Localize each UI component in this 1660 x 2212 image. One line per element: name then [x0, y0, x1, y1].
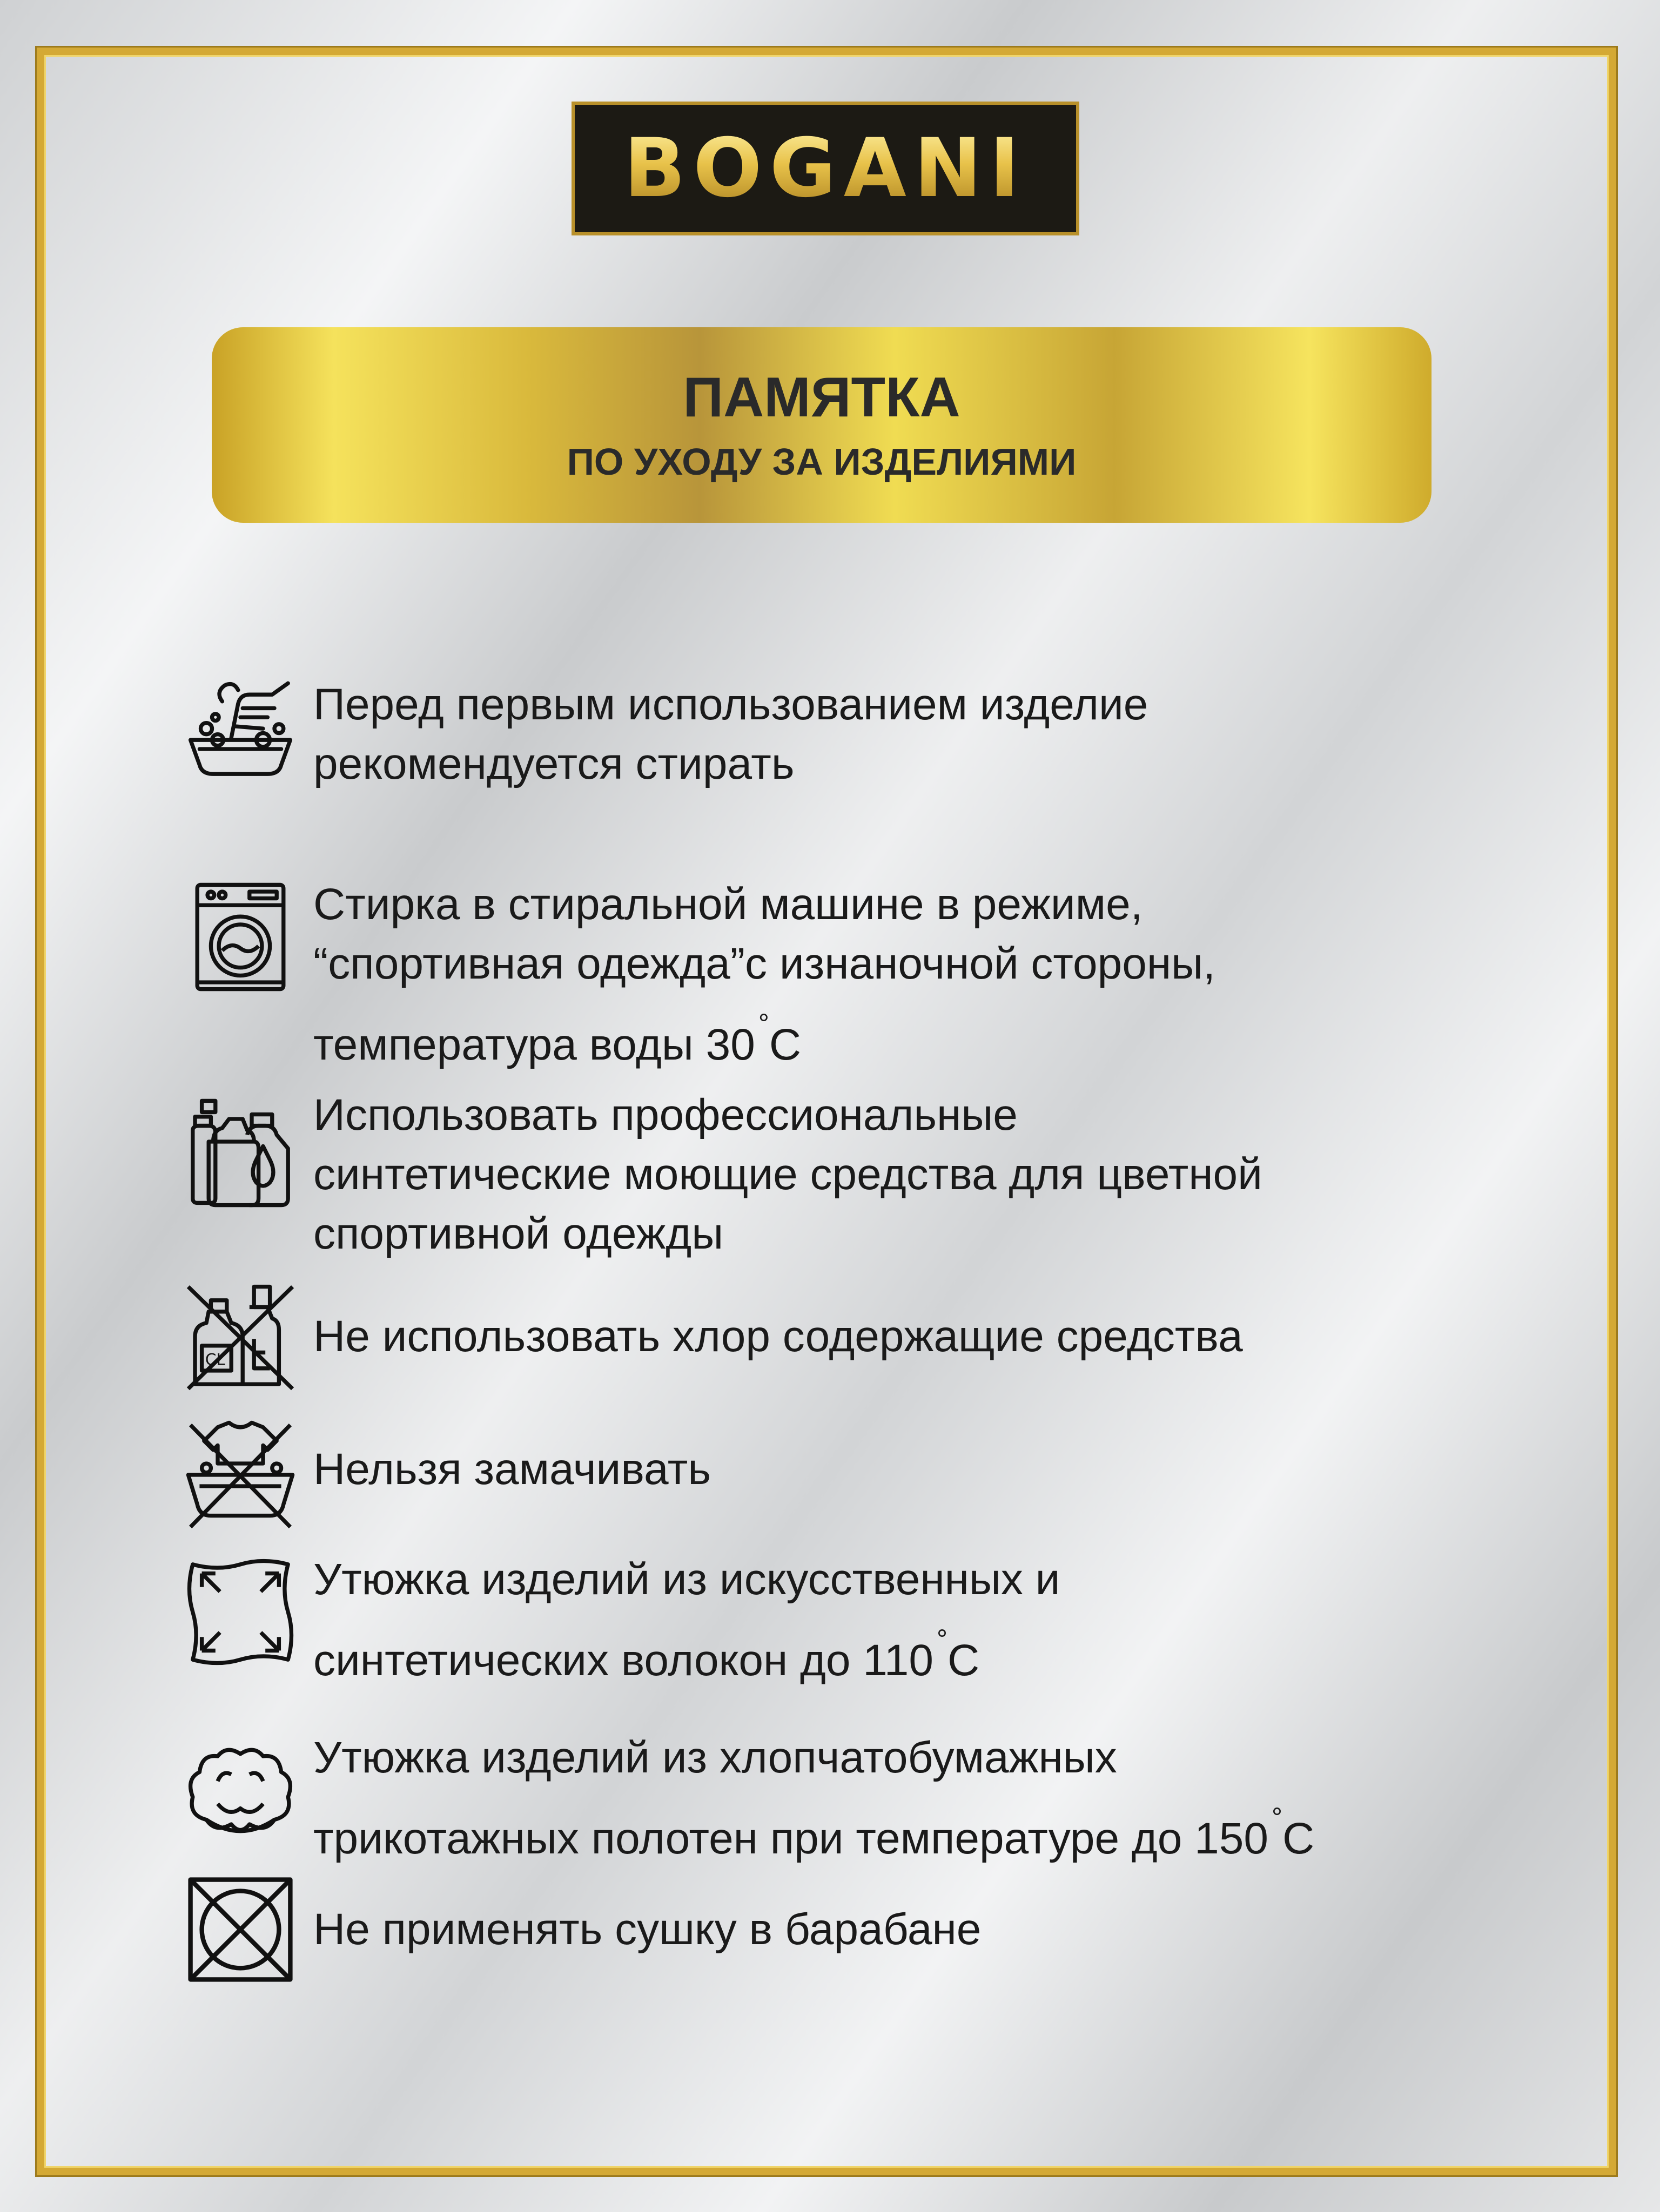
hand-wash-icon [184, 670, 297, 783]
no-tumble-dry-icon [184, 1873, 297, 1986]
degree-sign: ° [1271, 1802, 1282, 1832]
care-text-line: Нельзя замачивать [313, 1445, 711, 1494]
cotton-icon [184, 1734, 297, 1847]
care-text-line: “спортивная одежда”с изнаночной стороны, [313, 939, 1215, 988]
care-text-line: Стирка в стиральной машине в режиме, [313, 880, 1143, 929]
svg-text:CL: CL [205, 1350, 225, 1369]
synthetic-fabric-icon [184, 1555, 297, 1669]
no-chlorine-icon [184, 1280, 297, 1393]
temperature-unit: C [769, 1020, 802, 1069]
care-text-line: трикотажных полотен при температуре до 150 [313, 1814, 1268, 1863]
brand-name: BOGANI [623, 122, 1027, 215]
brand-logo [572, 102, 1079, 235]
no-soak-icon [184, 1418, 297, 1532]
care-text-line: Утюжка изделий из искусственных и [313, 1555, 1060, 1604]
washing-machine-icon [184, 880, 297, 994]
care-text-line: Перед первым использованием изделие [313, 680, 1148, 729]
banner-title: ПАМЯТКА [683, 366, 960, 429]
care-text-line: синтетических волокон до 110 [313, 1636, 933, 1685]
care-text-line: синтетические моющие средства для цветной [313, 1150, 1262, 1199]
care-text-line: Не применять сушку в барабане [313, 1905, 982, 1954]
care-text-line: рекомендуется стирать [313, 739, 795, 788]
care-text-line: температура воды 30 [313, 1020, 755, 1069]
care-text-line: спортивной одежды [313, 1209, 724, 1258]
care-text-line: Использовать профессиональные [313, 1090, 1018, 1139]
temperature-unit: C [1282, 1814, 1315, 1863]
detergent-bottles-icon [184, 1096, 297, 1210]
temperature-unit: C [947, 1636, 980, 1685]
banner-subtitle: ПО УХОДУ ЗА ИЗДЕЛИЯМИ [567, 441, 1077, 483]
degree-sign: ° [937, 1624, 947, 1654]
care-text-line: Утюжка изделий из хлопчатобумажных [313, 1733, 1117, 1782]
degree-sign: ° [758, 1008, 769, 1038]
title-banner [212, 327, 1432, 523]
care-text-line: Не использовать хлор содержащие средства [313, 1312, 1243, 1361]
